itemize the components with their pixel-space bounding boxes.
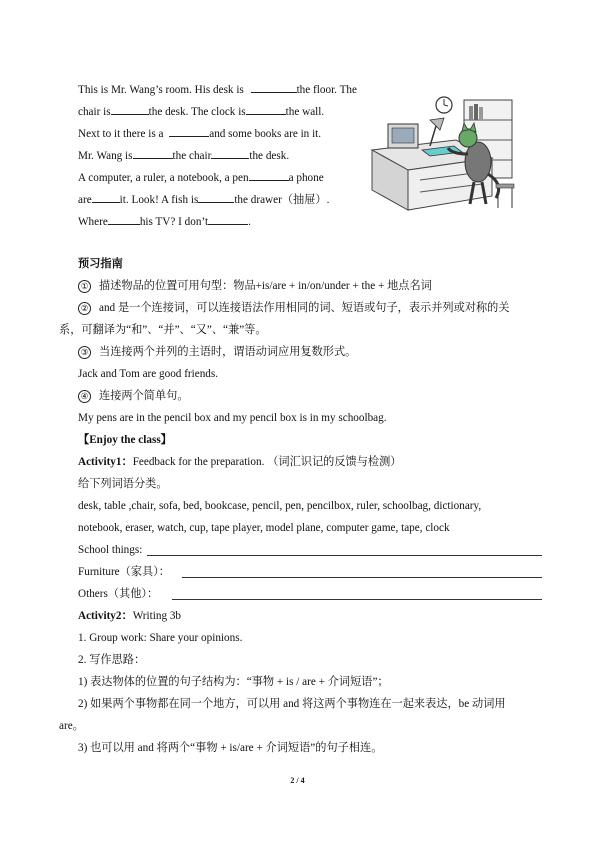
word-list-line-1: desk, table ,chair, sofa, bed, bookcase, pencil, pen, pencilbox, ruler, schoolbag, dictionary,	[78, 500, 482, 512]
passage-text: This is Mr. Wang’s room. His desk is	[78, 84, 244, 96]
clock-icon	[436, 97, 452, 113]
answer-blank[interactable]	[198, 191, 234, 203]
activity2-label: Activity2：	[78, 610, 133, 622]
answer-blank[interactable]	[211, 147, 249, 159]
guide-point-2-cont: 系，可翻译为“和”、“并”、“又”、“兼”等。	[59, 324, 267, 336]
answer-blank[interactable]	[246, 103, 286, 115]
answer-line-others[interactable]	[172, 599, 542, 600]
guide-text: 连接两个简单句。	[99, 390, 189, 402]
answer-line-furniture[interactable]	[182, 577, 542, 578]
writing-step-3: 3) 也可以用 and 将两个“事物 + is/are + 介词短语”的句子相连。	[78, 742, 383, 754]
guide-point-4	[78, 389, 189, 403]
category-school-things: School things:	[78, 544, 143, 556]
guide-point-2	[78, 301, 510, 315]
guide-text: and 是一个连接词，可以连接语法作用相同的词、短语或句子，表示并列或对称的关	[99, 302, 510, 314]
guide-point-3	[78, 345, 356, 359]
passage-line-7	[78, 213, 251, 229]
passage-line-4	[78, 147, 289, 163]
activity2-item-1: 1. Group work: Share your opinions.	[78, 632, 243, 644]
passage-text: and some books are in it.	[209, 128, 322, 140]
passage-line-3	[78, 125, 321, 141]
passage-text: his TV? I don’t	[139, 216, 209, 228]
answer-blank[interactable]	[208, 213, 248, 225]
guide-title: 预习指南	[78, 258, 123, 270]
number-mark: ①	[78, 280, 91, 293]
word-list-line-2: notebook, eraser, watch, cup, tape player, model plane, computer game, tape, clock	[78, 522, 450, 534]
passage-text: .	[248, 216, 251, 228]
answer-blank[interactable]	[169, 125, 209, 137]
answer-blank[interactable]	[108, 213, 140, 225]
answer-line-school-things[interactable]	[147, 555, 542, 556]
guide-text: 描述物品的位置可用句型：物品+is/are + in/on/under + the + 地点名词	[99, 280, 432, 292]
room-illustration	[364, 88, 524, 218]
passage-line-5	[78, 169, 324, 185]
activity1-heading	[78, 455, 401, 469]
activity2-title: Writing 3b	[132, 610, 182, 622]
passage-text: Next to it there is a	[78, 128, 164, 140]
answer-blank[interactable]	[133, 147, 173, 159]
activity1-instruction: 给下列词语分类。	[78, 478, 168, 490]
passage-text: are	[78, 194, 92, 206]
writing-step-1: 1) 表达物体的位置的句子结构为：“事物 + is / are + 介词短语”；	[78, 676, 389, 688]
answer-blank[interactable]	[249, 169, 289, 181]
number-mark: ②	[78, 302, 91, 315]
passage-text: the wall.	[285, 106, 325, 118]
chair-icon	[496, 184, 514, 208]
activity1-label: Activity1：	[78, 456, 133, 468]
passage-text: chair is	[78, 106, 111, 118]
category-others: Others（其他）：	[78, 588, 159, 600]
enjoy-title: 【Enjoy the class】	[78, 434, 172, 446]
passage-text: A computer, a ruler, a notebook, a pen	[78, 172, 249, 184]
passage-text: Mr. Wang is	[78, 150, 133, 162]
activity1-text: Feedback for the preparation. （词汇识记的反馈与检测）	[132, 456, 402, 468]
writing-step-2-cont: are。	[59, 720, 84, 732]
number-mark: ④	[78, 390, 91, 403]
guide-text: 当连接两个并列的主语时，谓语动词应用复数形式。	[99, 346, 357, 358]
answer-blank[interactable]	[92, 191, 120, 203]
category-furniture: Furniture（家具）：	[78, 566, 170, 578]
page-number: 2 / 4	[290, 776, 305, 785]
passage-text: the floor. The	[296, 84, 357, 96]
passage-line-6	[78, 191, 329, 207]
activity2-item-2: 2. 写作思路：	[78, 654, 146, 666]
passage-text: it. Look! A fish is	[119, 194, 199, 206]
passage-line-1	[78, 81, 357, 97]
activity2-heading	[78, 609, 181, 623]
passage-text: the drawer（抽屉）.	[234, 194, 330, 206]
passage-text: the desk. The clock is	[148, 106, 246, 118]
passage-text: Where	[78, 216, 108, 228]
passage-line-2	[78, 103, 324, 119]
writing-step-2: 2) 如果两个事物都在同一个地方，可以用 and 将这两个事物连在一起来表达，be 动词用	[78, 698, 506, 710]
guide-example-3: Jack and Tom are good friends.	[78, 368, 219, 380]
answer-blank[interactable]	[251, 81, 297, 93]
number-mark: ③	[78, 346, 91, 359]
guide-example-4: My pens are in the pencil box and my pencil box is in my schoolbag.	[78, 412, 387, 424]
passage-text: the desk.	[249, 150, 290, 162]
answer-blank[interactable]	[111, 103, 149, 115]
passage-text: a phone	[288, 172, 324, 184]
guide-point-1	[78, 279, 432, 293]
passage-text: the chair	[172, 150, 212, 162]
